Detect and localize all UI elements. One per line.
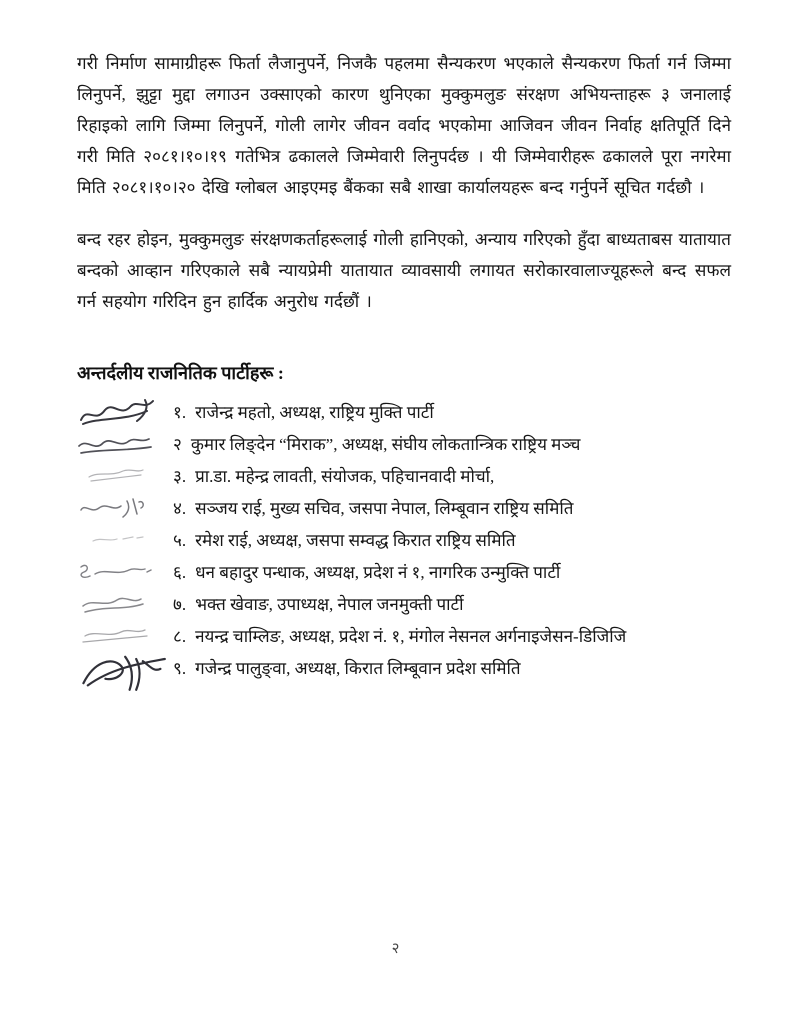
signatory-text: भक्त खेवाङ, उपाध्यक्ष, नेपाल जनमुक्ती पार्टी xyxy=(195,595,464,614)
handwritten-signature-ink xyxy=(73,557,173,589)
handwritten-signature-ink xyxy=(73,429,173,461)
signatory-line xyxy=(173,525,516,557)
signatory-line xyxy=(173,653,521,685)
list-number: १. xyxy=(173,403,187,422)
signatory-row xyxy=(77,653,731,685)
signatory-line xyxy=(173,429,580,461)
handwritten-signature-ink xyxy=(73,653,173,685)
signatory-line xyxy=(173,461,494,493)
signatory-line xyxy=(173,589,463,621)
signatory-text: रमेश राई, अध्यक्ष, जसपा सम्वद्ध किरात राष्ट्रिय समिति xyxy=(195,531,516,550)
handwritten-signature-ink xyxy=(73,397,173,429)
signatory-row xyxy=(77,397,731,429)
section-heading: अन्तर्दलीय राजनितिक पार्टीहरू : xyxy=(77,363,284,383)
signatory-text: कुमार लिङ्देन “मिराक”, अध्यक्ष, संघीय लोकतान्त्रिक राष्ट्रिय मञ्च xyxy=(190,435,581,454)
signatory-line xyxy=(173,557,560,589)
handwritten-signature-ink xyxy=(73,621,173,653)
list-number: ७. xyxy=(173,595,187,614)
handwritten-signature-ink xyxy=(73,525,173,557)
signatory-row xyxy=(77,461,731,493)
list-number: ५. xyxy=(173,531,187,550)
handwritten-signature-ink xyxy=(73,589,173,621)
list-number: २ xyxy=(173,435,182,454)
signatory-row xyxy=(77,429,731,461)
signatory-text: नयन्द्र चाम्लिङ, अध्यक्ष, प्रदेश नं. १, मंगोल नेसनल अर्गनाइजेसन-डिजिजि xyxy=(195,627,627,646)
signatory-row xyxy=(77,589,731,621)
signatory-text: राजेन्द्र महतो, अध्यक्ष, राष्ट्रिय मुक्ति पार्टी xyxy=(195,403,434,422)
paragraph-1: गरी निर्माण सामाग्रीहरू फिर्ता लैजानुपर्ने, निजकै पहलमा सैन्यकरण भएकाले सैन्यकरण फिर्ता गर्न जिम्मा लिनुपर्ने, झुट्टा मुद्दा लगाउन उक्साएको कारण थुनिएका मुक्कुमलुङ संरक्षण अभियन्ताहरू ३ जनालाई रिहाइको लागि जिम्मा लिनुपर्ने, गोली लागेर जीवन वर्वाद भएकोमा आजिवन जीवन निर्वाह क्षतिपूर्ति दिने गरी मिति २०८१।१०।१९ गतेभित्र ढकालले जिम्मेवारी लिनुपर्दछ । यी जिम्मेवारीहरू ढकालले पूरा नगरेमा मिति २०८१।१०।२० देखि ग्लोबल आइएमइ बैंकका सबै शाखा कार्यालयहरू बन्द गर्नुपर्ने सूचित गर्दछौ । xyxy=(77,54,731,197)
signatory-row xyxy=(77,621,731,653)
signatory-list xyxy=(77,397,731,685)
signatory-line xyxy=(173,493,573,525)
signatory-row xyxy=(77,493,731,525)
list-number: ९. xyxy=(173,659,187,678)
signatory-text: धन बहादुर पन्धाक, अध्यक्ष, प्रदेश नं १, नागरिक उन्मुक्ति पार्टी xyxy=(195,563,561,582)
list-number: ३. xyxy=(173,467,187,486)
signatory-line xyxy=(173,621,626,653)
paragraph-2: बन्द रहर होइन, मुक्कुमलुङ संरक्षणकर्ताहरूलाई गोली हानिएको, अन्याय गरिएको हुँदा बाध्यताबस यातायात बन्दको आव्हान गरिएकाले सबै न्यायप्रेमी यातायात व्यावसायी लगायत सरोकारवालाज्यूहरूले बन्द सफल गर्न सहयोग गरिदिन हुन हार्दिक अनुरोध गर्दछौं । xyxy=(77,230,731,311)
signatory-row xyxy=(77,525,731,557)
page-number: २ xyxy=(391,941,400,957)
signatory-line xyxy=(173,397,434,429)
handwritten-signature-ink xyxy=(73,493,173,525)
signatory-row xyxy=(77,557,731,589)
signatory-text: प्रा.डा. महेन्द्र लावती, संयोजक, पहिचानवादी मोर्चा, xyxy=(195,467,495,486)
signatory-text: गजेन्द्र पालुङ्वा, अध्यक्ष, किरात लिम्बूवान प्रदेश समिति xyxy=(195,659,521,678)
handwritten-signature-ink xyxy=(73,461,173,493)
signatory-text: सञ्जय राई, मुख्य सचिव, जसपा नेपाल, लिम्बूवान राष्ट्रिय समिति xyxy=(195,499,574,518)
list-number: ६. xyxy=(173,563,187,582)
list-number: ८. xyxy=(173,627,187,646)
list-number: ४. xyxy=(173,499,187,518)
